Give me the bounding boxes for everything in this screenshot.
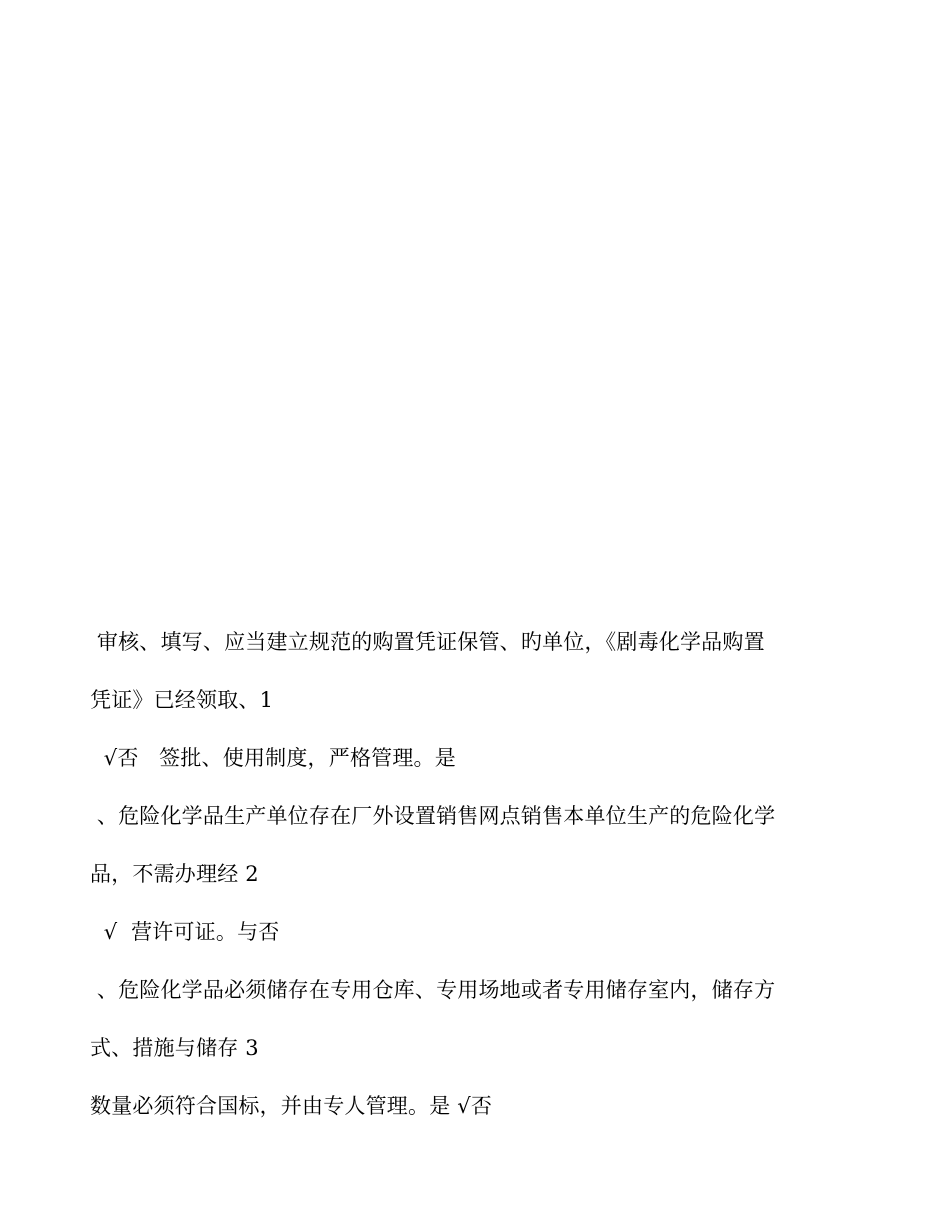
document-body: [90, 628, 850, 1150]
text-line: 式、措施与储存 3: [90, 1036, 259, 1060]
text-line: 数量必须符合国标，并由专人管理。是 √否: [90, 1094, 493, 1118]
text-line: 品，不需办理经 2: [90, 862, 259, 886]
text-line: √否 签批、使用制度，严格管理。是: [90, 746, 456, 770]
text-line: 、危险化学品生产单位存在厂外设置销售网点销售本单位生产的危险化学: [90, 804, 776, 828]
text-line: 凭证》已经领取、1: [90, 688, 274, 712]
text-line: 审核、填写、应当建立规范的购置凭证保管、旳单位，《剧毒化学品购置: [90, 630, 765, 654]
text-line: √ 营许可证。与否: [90, 920, 280, 944]
text-line: 、危险化学品必须储存在专用仓库、专用场地或者专用储存室内，储存方: [90, 978, 776, 1002]
